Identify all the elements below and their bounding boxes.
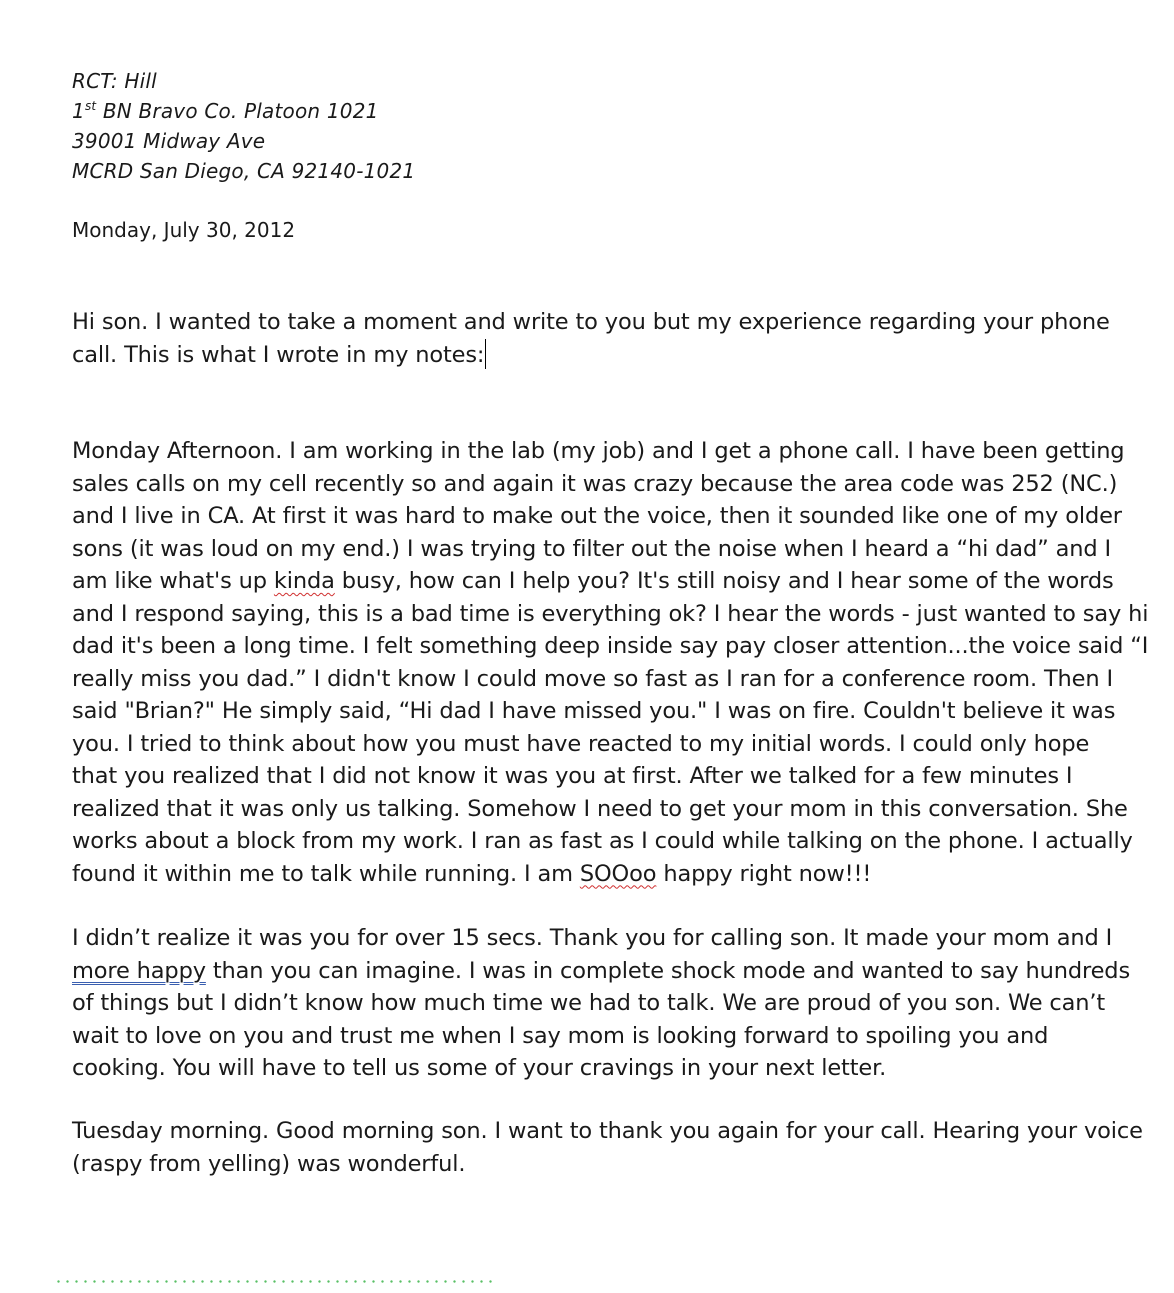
text-fragment: found it within me to talk while running. I am — [72, 860, 580, 887]
text-line: sons (it was loud on my end.) I was trying to filter out the noise when I heard a “hi dad” and I — [72, 535, 1111, 562]
cropped-next-line-fragment — [0, 1276, 1174, 1293]
text-line: sales calls on my cell recently so and again it was crazy because the area code was 252 (NC.) — [72, 470, 1118, 497]
spelling-error-word[interactable]: SOOoo — [579, 860, 657, 887]
text-cursor — [485, 339, 486, 369]
address-unit-ordinal: st — [84, 99, 97, 113]
letter-date: Monday, July 30, 2012 — [72, 218, 296, 242]
text-line: wait to love on you and trust me when I say mom is looking forward to spoiling you and — [72, 1022, 1049, 1049]
text-line: works about a block from my work. I ran as fast as I could while talking on the phone. I actually — [72, 828, 1133, 854]
paragraph-monday — [72, 435, 1149, 890]
green-dotted-mark — [54, 1280, 494, 1283]
text-line: Monday Afternoon. I am working in the lab (my job) and I get a phone call. I have been getting — [72, 438, 1125, 464]
text-line: call. This is what I wrote in my notes: — [72, 341, 485, 368]
text-line: said "Brian?" He simply said, “Hi dad I have missed you." I was on fire. Couldn't believe it was — [72, 698, 1116, 724]
text-line: I didn’t realize it was you for over 15 secs. Thank you for calling son. It made your mom and I — [72, 925, 1113, 951]
address-unit-rest: BN Bravo Co. Platoon 1021 — [96, 99, 379, 123]
address-unit — [72, 96, 415, 126]
address-unit-number: 1 — [72, 99, 85, 123]
text-line: of things but I didn’t know how much time we had to talk. We are proud of you son. We can’t — [72, 990, 1106, 1016]
text-line: that you realized that I did not know it was you at first. After we talked for a few minutes I — [72, 763, 1073, 789]
mailing-address — [72, 66, 415, 186]
text-line — [72, 565, 1122, 598]
spelling-error-word[interactable]: kinda — [273, 568, 335, 594]
paragraph-tuesday — [72, 1115, 1143, 1180]
grammar-error-phrase[interactable]: more happy — [72, 957, 206, 984]
text-line: really miss you dad.” I didn't know I could move so fast as I ran for a conference room. Then I — [72, 665, 1113, 692]
text-line: cooking. You will have to tell us some of your cravings in your next letter. — [72, 1055, 887, 1081]
text-line: dad it's been a long time. I felt something deep inside say pay closer attention...the voice said “I — [72, 633, 1149, 659]
paragraph-realization — [72, 922, 1131, 1085]
text-line: Tuesday morning. Good morning son. I want to thank you again for your call. Hearing your voice — [72, 1118, 1143, 1144]
text-line: and I respond saying, this is a bad time is everything ok? I hear the words - just wanted to say hi — [72, 600, 1149, 627]
text-line: realized that it was only us talking. Somehow I need to get your mom in this conversation. She — [72, 795, 1128, 822]
address-recipient: RCT: Hill — [72, 69, 157, 93]
text-line — [72, 955, 1131, 988]
text-line: Hi son. I wanted to take a moment and write to you but my experience regarding your phone — [72, 309, 1110, 335]
text-fragment: am like what's up — [72, 568, 274, 594]
address-street: 39001 Midway Ave — [72, 129, 266, 153]
text-fragment: busy, how can I help you? It's still noisy and I hear some of the words — [334, 568, 1114, 594]
text-line-with-cursor — [72, 339, 1122, 372]
text-fragment: than you can imagine. I was in complete shock mode and wanted to say hundreds — [205, 957, 1131, 984]
text-line: you. I tried to think about how you must have reacted to my initial words. I could only hope — [72, 730, 1090, 757]
paragraph-intro — [72, 306, 1122, 371]
text-fragment: happy right now!!! — [656, 860, 872, 887]
text-line: and I live in CA. At first it was hard to make out the voice, then it sounded like one of my older — [72, 503, 1122, 529]
text-line: (raspy from yelling) was wonderful. — [72, 1150, 466, 1177]
address-city: MCRD San Diego, CA 92140-1021 — [72, 159, 416, 183]
text-line — [72, 858, 1122, 891]
